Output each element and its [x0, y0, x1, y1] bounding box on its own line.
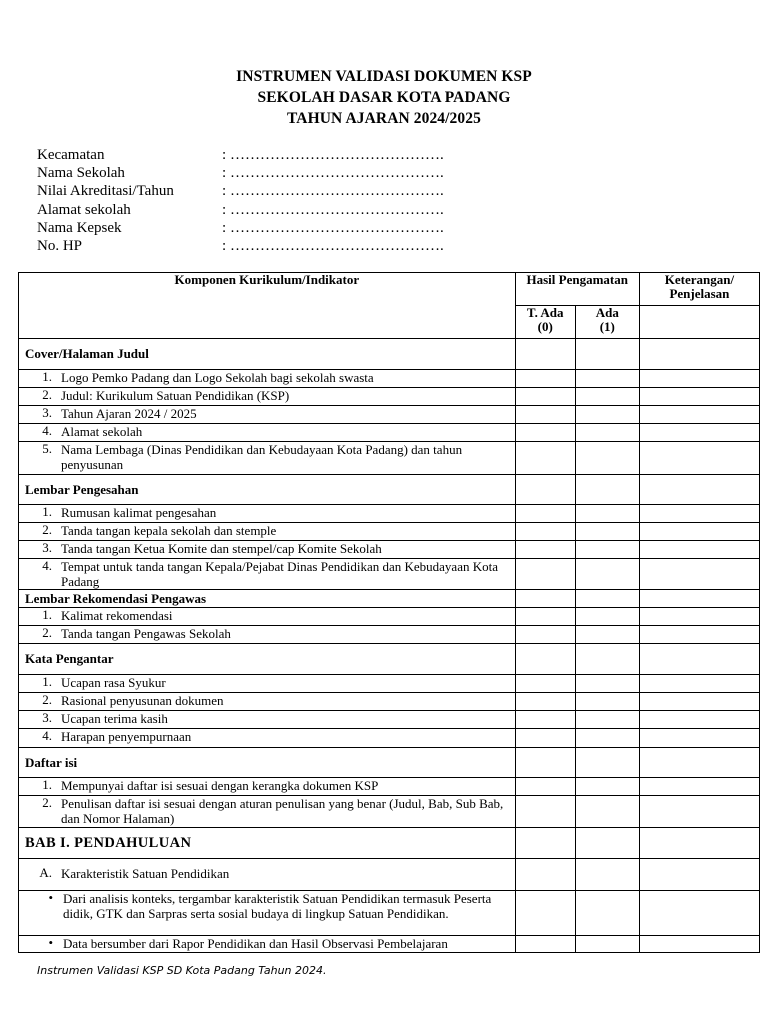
field-kecamatan — [37, 146, 444, 164]
keterangan-cell[interactable] — [639, 936, 759, 953]
field-value: ……………………………………. — [230, 219, 444, 236]
ada-cell[interactable] — [575, 891, 639, 936]
field-separator: : — [222, 237, 227, 254]
indicator-content — [19, 711, 515, 727]
ada-cell[interactable] — [575, 778, 639, 796]
item-number: 1. — [42, 674, 52, 689]
section-row — [19, 828, 760, 859]
keterangan-cell[interactable] — [639, 729, 759, 748]
page-footer: Instrumen Validasi KSP SD Kota Padang Tahun 2024. — [37, 964, 327, 977]
keterangan-cell[interactable] — [639, 859, 759, 891]
indicator-row — [19, 370, 760, 388]
indicator-cell — [19, 608, 516, 626]
item-text: Judul: Kurikulum Satuan Pendidikan (KSP) — [61, 388, 290, 403]
indicator-content — [19, 559, 515, 589]
section-title: Cover/Halaman Judul — [19, 339, 516, 370]
item-text: Karakteristik Satuan Pendidikan — [61, 866, 230, 881]
indicator-content — [19, 859, 515, 882]
field-alamat-sekolah — [37, 201, 444, 219]
item-number: 1. — [42, 369, 52, 384]
ada-cell[interactable] — [575, 475, 639, 505]
ada-cell[interactable] — [575, 424, 639, 442]
item-text: Dari analisis konteks, tergambar karakteristik Satuan Pendidikan termasuk Peserta didik, GTK dan Sarpras serta sosial budaya di lingkup Satuan Pendidikan. — [63, 891, 492, 921]
keterangan-cell[interactable] — [639, 891, 759, 936]
bullet-row — [19, 891, 760, 936]
section-title: Daftar isi — [19, 748, 516, 778]
indicator-content — [19, 675, 515, 691]
section-row — [19, 475, 760, 505]
ada-cell[interactable] — [575, 608, 639, 626]
bullet-row — [19, 936, 760, 953]
field-separator: : — [222, 147, 227, 163]
ada-cell[interactable] — [575, 541, 639, 559]
indicator-cell — [19, 675, 516, 693]
item-text: Tanda tangan Pengawas Sekolah — [61, 626, 231, 641]
field-separator: : — [222, 201, 227, 218]
tidak-ada-cell[interactable] — [515, 523, 575, 541]
tidak-ada-cell[interactable] — [515, 778, 575, 796]
header-tidak-ada-line1: T. Ada — [526, 305, 564, 320]
indicator-cell — [19, 505, 516, 523]
tidak-ada-cell[interactable] — [515, 475, 575, 505]
tidak-ada-cell[interactable] — [515, 541, 575, 559]
ada-cell[interactable] — [575, 523, 639, 541]
item-number: 3. — [42, 540, 52, 555]
ada-cell[interactable] — [575, 644, 639, 675]
indicator-cell — [19, 693, 516, 711]
ada-cell[interactable] — [575, 748, 639, 778]
keterangan-cell[interactable] — [639, 370, 759, 388]
field-nilai-akreditasi — [37, 182, 444, 200]
keterangan-cell[interactable] — [639, 644, 759, 675]
item-text: Harapan penyempurnaan — [61, 729, 192, 744]
indicator-cell — [19, 936, 516, 953]
indicator-row — [19, 608, 760, 626]
title-line-1: INSTRUMEN VALIDASI DOKUMEN KSP — [236, 68, 532, 85]
tidak-ada-cell[interactable] — [515, 891, 575, 936]
indicator-content — [19, 406, 515, 422]
indicator-content — [19, 693, 515, 709]
ada-cell[interactable] — [575, 442, 639, 475]
field-label: Kecamatan — [37, 147, 105, 163]
ada-cell[interactable] — [575, 936, 639, 953]
item-number: 1. — [42, 607, 52, 622]
indicator-cell — [19, 891, 516, 936]
item-text: Logo Pemko Padang dan Logo Sekolah bagi sekolah swasta — [61, 370, 374, 385]
indicator-row — [19, 559, 760, 590]
indicator-content — [19, 523, 515, 539]
tidak-ada-cell[interactable] — [515, 442, 575, 475]
indicator-cell — [19, 406, 516, 424]
indicator-row — [19, 424, 760, 442]
section-row — [19, 644, 760, 675]
ada-cell[interactable] — [575, 675, 639, 693]
item-number: 3. — [42, 710, 52, 725]
item-text: Nama Lembaga (Dinas Pendidikan dan Kebudayaan Kota Padang) dan tahun penyusunan — [61, 442, 463, 472]
ada-cell[interactable] — [575, 693, 639, 711]
ada-cell[interactable] — [575, 626, 639, 644]
item-text: Rumusan kalimat pengesahan — [61, 505, 217, 520]
tidak-ada-cell[interactable] — [515, 675, 575, 693]
item-number: A. — [39, 865, 52, 880]
document-title — [0, 66, 768, 129]
section-row — [19, 590, 760, 608]
header-component: Komponen Kurikulum/Indikator — [19, 273, 516, 339]
ada-cell[interactable] — [575, 388, 639, 406]
item-number: 1. — [42, 504, 52, 519]
item-text: Data bersumber dari Rapor Pendidikan dan Hasil Observasi Pembelajaran — [63, 936, 448, 951]
item-text: Alamat sekolah — [61, 424, 143, 439]
keterangan-cell[interactable] — [639, 693, 759, 711]
tidak-ada-cell[interactable] — [515, 406, 575, 424]
keterangan-cell[interactable] — [639, 388, 759, 406]
item-text: Ucapan rasa Syukur — [61, 675, 166, 690]
keterangan-cell[interactable] — [639, 541, 759, 559]
title-line-3: TAHUN AJARAN 2024/2025 — [287, 110, 481, 127]
indicator-content — [19, 729, 515, 745]
tidak-ada-cell[interactable] — [515, 711, 575, 729]
field-separator: : — [222, 219, 227, 236]
section-title: Kata Pengantar — [19, 644, 516, 675]
keterangan-cell[interactable] — [639, 442, 759, 475]
indicator-cell — [19, 626, 516, 644]
ada-cell[interactable] — [575, 339, 639, 370]
indicator-row — [19, 675, 760, 693]
item-number: 2. — [42, 387, 52, 402]
keterangan-cell[interactable] — [639, 505, 759, 523]
item-number: 2. — [42, 522, 52, 537]
field-value: ……………………………………. — [230, 237, 444, 254]
indicator-content — [19, 388, 515, 404]
ada-cell[interactable] — [575, 859, 639, 891]
ada-cell[interactable] — [575, 406, 639, 424]
keterangan-cell[interactable] — [639, 559, 759, 590]
indicator-cell — [19, 370, 516, 388]
header-tidak-ada — [515, 306, 575, 339]
section-title: BAB I. PENDAHULUAN — [19, 828, 516, 859]
header-keterangan-line2: Penjelasan — [669, 286, 730, 301]
ada-cell[interactable] — [575, 559, 639, 590]
indicator-cell — [19, 778, 516, 796]
item-number: 3. — [42, 405, 52, 420]
tidak-ada-cell[interactable] — [515, 424, 575, 442]
keterangan-cell[interactable] — [639, 590, 759, 608]
item-text: Tanda tangan kepala sekolah dan stemple — [61, 523, 277, 538]
indicator-row — [19, 505, 760, 523]
indicator-content — [19, 796, 515, 826]
tidak-ada-cell[interactable] — [515, 559, 575, 590]
indicator-cell — [19, 729, 516, 748]
tidak-ada-cell[interactable] — [515, 370, 575, 388]
item-text: Ucapan terima kasih — [61, 711, 168, 726]
keterangan-cell[interactable] — [639, 424, 759, 442]
item-text: Tempat untuk tanda tangan Kepala/Pejabat Dinas Pendidikan dan Kebudayaan Kota Padang — [61, 559, 498, 589]
indicator-content — [19, 626, 515, 642]
item-number: 4. — [42, 728, 52, 743]
ada-cell[interactable] — [575, 370, 639, 388]
indicator-row — [19, 711, 760, 729]
tidak-ada-cell[interactable] — [515, 729, 575, 748]
indicator-cell — [19, 541, 516, 559]
bullet-marker: • — [48, 935, 53, 950]
header-ada — [575, 306, 639, 339]
keterangan-cell[interactable] — [639, 778, 759, 796]
tidak-ada-cell[interactable] — [515, 936, 575, 953]
item-number: 4. — [42, 423, 52, 438]
tidak-ada-cell[interactable] — [515, 748, 575, 778]
indicator-content — [19, 442, 515, 472]
item-text: Penulisan daftar isi sesuai dengan aturan penulisan yang benar (Judul, Bab, Sub Bab, dan Nomor Halaman) — [61, 796, 504, 826]
indicator-cell — [19, 711, 516, 729]
indicator-row — [19, 729, 760, 748]
item-number: 2. — [42, 692, 52, 707]
tidak-ada-cell[interactable] — [515, 693, 575, 711]
keterangan-cell[interactable] — [639, 675, 759, 693]
field-label: No. HP — [37, 237, 83, 254]
section-title: Lembar Rekomendasi Pengawas — [19, 590, 516, 608]
item-text: Kalimat rekomendasi — [61, 608, 173, 623]
header-keterangan — [639, 273, 759, 306]
indicator-content — [19, 505, 515, 521]
indicator-content — [19, 608, 515, 624]
keterangan-cell[interactable] — [639, 828, 759, 859]
ada-cell[interactable] — [575, 729, 639, 748]
indicator-row — [19, 778, 760, 796]
keterangan-cell[interactable] — [639, 523, 759, 541]
item-number: 1. — [42, 777, 52, 792]
ada-cell[interactable] — [575, 590, 639, 608]
tidak-ada-cell[interactable] — [515, 859, 575, 891]
tidak-ada-cell[interactable] — [515, 608, 575, 626]
indicator-row — [19, 406, 760, 424]
tidak-ada-cell[interactable] — [515, 388, 575, 406]
indicator-cell — [19, 559, 516, 590]
indicator-row — [19, 626, 760, 644]
indicator-cell — [19, 388, 516, 406]
field-label: Nama Kepsek — [37, 219, 122, 236]
tidak-ada-cell[interactable] — [515, 828, 575, 859]
keterangan-cell[interactable] — [639, 711, 759, 729]
ada-cell[interactable] — [575, 796, 639, 828]
indicator-row — [19, 523, 760, 541]
tidak-ada-cell[interactable] — [515, 505, 575, 523]
indicator-content — [19, 778, 515, 794]
field-no-hp — [37, 237, 444, 255]
field-value: ……………………………………. — [230, 147, 444, 163]
ada-cell[interactable] — [575, 828, 639, 859]
keterangan-cell[interactable] — [639, 626, 759, 644]
field-label: Alamat sekolah — [37, 201, 131, 218]
indicator-row — [19, 442, 760, 475]
keterangan-cell[interactable] — [639, 406, 759, 424]
indicator-content — [19, 370, 515, 386]
tidak-ada-cell[interactable] — [515, 339, 575, 370]
keterangan-cell[interactable] — [639, 339, 759, 370]
field-label: Nilai Akreditasi/Tahun — [37, 183, 174, 200]
item-number: 5. — [42, 441, 52, 456]
indicator-cell — [19, 442, 516, 475]
item-text: Mempunyai daftar isi sesuai dengan kerangka dokumen KSP — [61, 778, 379, 793]
indicator-cell — [19, 424, 516, 442]
indicator-cell — [19, 523, 516, 541]
tidak-ada-cell[interactable] — [515, 644, 575, 675]
tidak-ada-cell[interactable] — [515, 796, 575, 828]
item-text: Rasional penyusunan dokumen — [61, 693, 224, 708]
item-number: 2. — [42, 625, 52, 640]
field-nama-sekolah — [37, 164, 444, 182]
indicator-row — [19, 388, 760, 406]
ada-cell[interactable] — [575, 711, 639, 729]
indicator-content — [19, 891, 515, 921]
indicator-cell — [19, 796, 516, 828]
header-keterangan-empty — [639, 306, 759, 339]
bullet-marker: • — [48, 890, 53, 905]
validation-table — [18, 272, 760, 953]
field-value: ……………………………………. — [230, 201, 444, 218]
indicator-row — [19, 796, 760, 828]
field-value: ……………………………………. — [230, 183, 444, 200]
keterangan-cell[interactable] — [639, 748, 759, 778]
tidak-ada-cell[interactable] — [515, 626, 575, 644]
keterangan-cell[interactable] — [639, 608, 759, 626]
section-title: Lembar Pengesahan — [19, 475, 516, 505]
indicator-row — [19, 541, 760, 559]
subsection-row — [19, 859, 760, 891]
keterangan-cell[interactable] — [639, 475, 759, 505]
school-info-fields — [37, 146, 444, 255]
indicator-content — [19, 424, 515, 440]
item-number: 2. — [42, 795, 52, 810]
field-separator: : — [222, 165, 227, 182]
tidak-ada-cell[interactable] — [515, 590, 575, 608]
indicator-row — [19, 693, 760, 711]
field-value: ……………………………………. — [230, 165, 444, 182]
field-nama-kepsek — [37, 219, 444, 237]
field-label: Nama Sekolah — [37, 165, 125, 182]
header-ada-line1: Ada — [595, 305, 619, 320]
header-ada-line2: (1) — [599, 319, 615, 334]
section-row — [19, 339, 760, 370]
header-tidak-ada-line2: (0) — [537, 319, 553, 334]
header-keterangan-line1: Keterangan/ — [664, 272, 735, 287]
item-text: Tanda tangan Ketua Komite dan stempel/cap Komite Sekolah — [61, 541, 382, 556]
item-number: 4. — [42, 558, 52, 573]
ada-cell[interactable] — [575, 505, 639, 523]
keterangan-cell[interactable] — [639, 796, 759, 828]
item-text: Tahun Ajaran 2024 / 2025 — [61, 406, 197, 421]
field-separator: : — [222, 183, 227, 200]
indicator-content — [19, 936, 515, 952]
header-row-1 — [19, 273, 760, 306]
indicator-content — [19, 541, 515, 557]
header-hasil-pengamatan: Hasil Pengamatan — [515, 273, 639, 306]
indicator-cell — [19, 859, 516, 891]
section-row — [19, 748, 760, 778]
title-line-2: SEKOLAH DASAR KOTA PADANG — [257, 89, 511, 106]
